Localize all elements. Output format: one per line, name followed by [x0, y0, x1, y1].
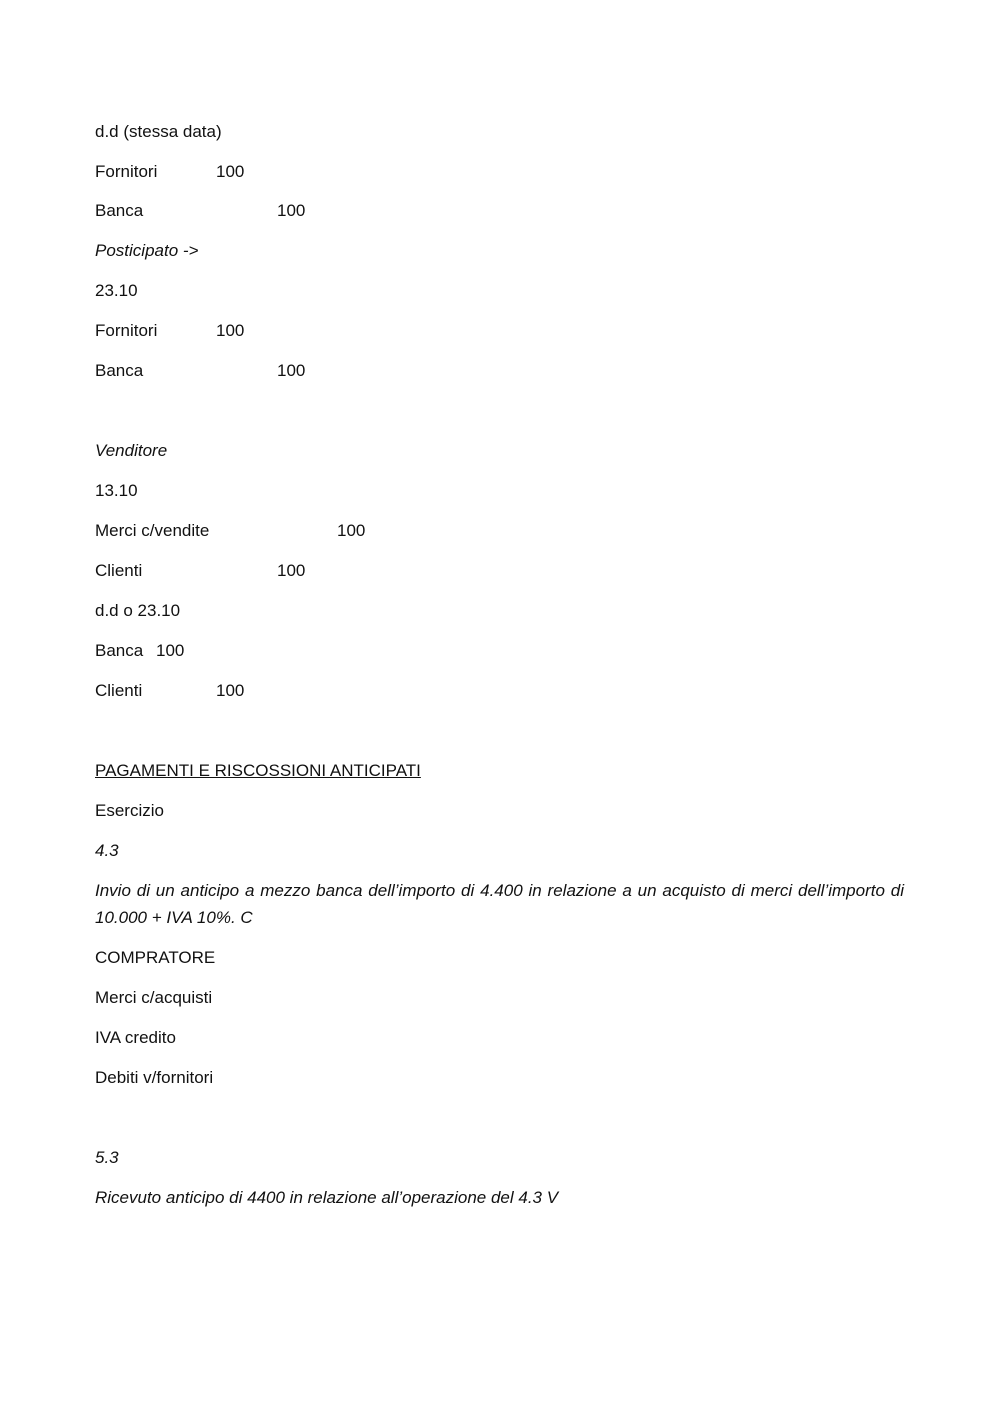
account-name: Clienti — [95, 561, 143, 580]
journal-entry — [95, 359, 495, 383]
account-name: Debiti v/fornitori — [95, 1068, 214, 1087]
debit-amount: 100 — [156, 641, 185, 660]
account-name: Clienti — [95, 681, 143, 700]
account-name: Merci c/acquisti — [95, 988, 213, 1007]
posticipato-label: Posticipato -> — [95, 241, 199, 260]
venditore-label: Venditore — [95, 441, 168, 460]
credit-amount: 100 — [277, 201, 306, 220]
debit-amount: 100 — [216, 321, 245, 340]
date-line: d.d o 23.10 — [95, 601, 181, 620]
date-line: 23.10 — [95, 281, 138, 300]
journal-entry — [95, 199, 495, 223]
exercise-paragraph: Ricevuto anticipo di 4400 in relazione all’operazione del 4.3 V — [95, 1188, 559, 1207]
journal-entry — [95, 639, 495, 663]
credit-amount: 100 — [216, 681, 245, 700]
compratore-label: COMPRATORE — [95, 948, 216, 967]
account-name: Banca — [95, 641, 144, 660]
journal-entry — [95, 519, 495, 543]
credit-amount: 100 — [337, 521, 366, 540]
journal-entry — [95, 160, 495, 184]
exercise-paragraph: Invio di un anticipo a mezzo banca dell’importo di 4.400 in relazione a un acquisto di merci dell’importo di 10.000 + IVA 10%. C — [95, 881, 904, 927]
date-line: 5.3 — [95, 1148, 119, 1167]
journal-entry — [95, 319, 495, 343]
debit-amount: 100 — [216, 162, 245, 181]
account-name: IVA credito — [95, 1028, 176, 1047]
date-line: 13.10 — [95, 481, 138, 500]
date-line-stessa-data: d.d (stessa data) — [95, 122, 222, 141]
account-name: Fornitori — [95, 321, 158, 340]
account-name: Banca — [95, 201, 144, 220]
account-name: Fornitori — [95, 162, 158, 181]
esercizio-label: Esercizio — [95, 801, 164, 820]
debit-amount: 100 — [277, 561, 306, 580]
account-name: Merci c/vendite — [95, 521, 210, 540]
journal-entry — [95, 559, 495, 583]
date-line: 4.3 — [95, 841, 119, 860]
credit-amount: 100 — [277, 361, 306, 380]
journal-entry — [95, 679, 495, 703]
account-name: Banca — [95, 361, 144, 380]
section-heading: PAGAMENTI E RISCOSSIONI ANTICIPATI — [95, 761, 421, 780]
